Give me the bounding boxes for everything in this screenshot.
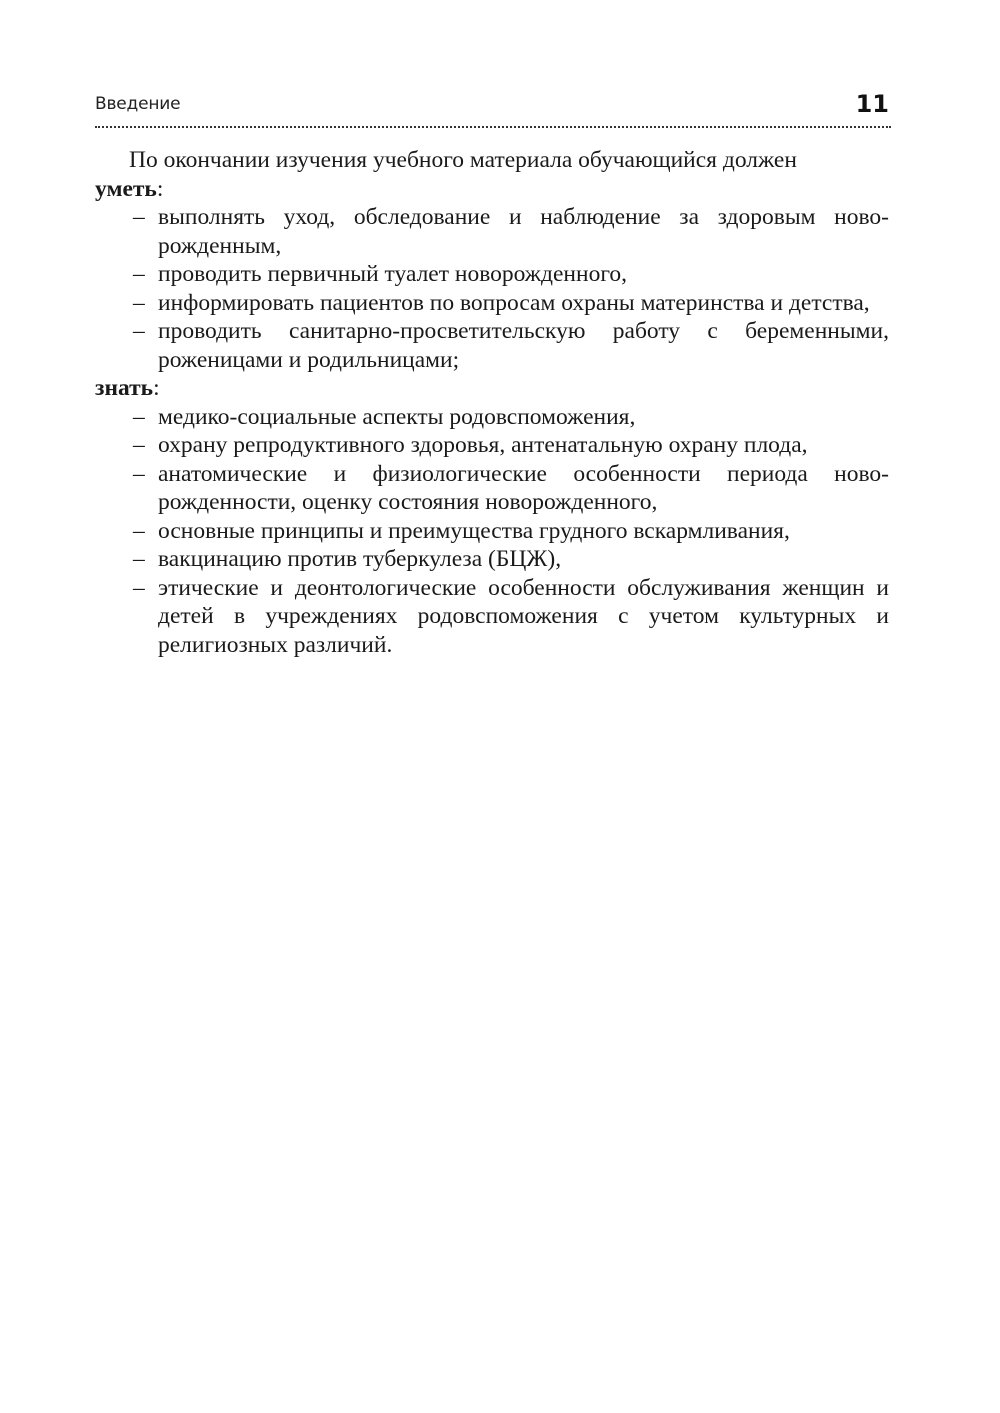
list-dash: –: [133, 261, 145, 287]
list-item: [95, 260, 889, 289]
section-label-umet: [95, 175, 889, 204]
list-dash: –: [133, 546, 145, 572]
list-item-text: основные принципы и преимущества грудного вскармливания,: [158, 517, 790, 544]
list-dash: –: [133, 403, 145, 430]
list-item: [95, 574, 889, 660]
list-dash: –: [133, 204, 145, 230]
list-item: [95, 403, 889, 432]
list-item: [95, 317, 889, 374]
running-head: Введение: [95, 94, 181, 114]
list-item-text: анатомические и физиологические особенности периода новорожденности, оценку состояния новорожденного,: [158, 460, 889, 515]
list-item-text: этические и деонтологические особенности обслуживания женщин и детей в учреждениях родовспоможения с учетом культурных и религиозных различий.: [158, 574, 889, 658]
section-label-colon: :: [153, 375, 160, 401]
list-dash: –: [133, 574, 145, 601]
list-item: [95, 203, 889, 260]
section-label-znat: [95, 374, 889, 403]
list-item-text: охрану репродуктивного здоровья, антенатальную охрану плода,: [158, 432, 808, 458]
list-dash: –: [133, 432, 145, 458]
list-dash: –: [133, 460, 145, 487]
list-item: [95, 545, 889, 574]
list-dash: –: [133, 517, 145, 544]
list-item-text: проводить первичный туалет новорожденного,: [158, 261, 628, 287]
list-item-text: выполнять уход, обследование и наблюдение за здоровым новорожденным,: [158, 204, 889, 259]
list-item: [95, 431, 889, 460]
page-header: [95, 90, 891, 130]
list-item-text: проводить санитарно-просветительскую работу с беременными, роженицами и родильницами;: [158, 318, 889, 373]
list-item: [95, 289, 889, 318]
list-item: [95, 517, 889, 546]
list-item-text: информировать пациентов по вопросам охраны материнства и детства,: [158, 289, 870, 316]
list-item-text: вакцинацию против туберкулеза (БЦЖ),: [158, 546, 562, 572]
section-label-colon: :: [156, 175, 164, 202]
header-dotted-rule: [95, 126, 891, 128]
section-label-text: знать: [95, 375, 154, 401]
section-label-text: уметь: [95, 175, 157, 202]
page-number: 11: [855, 90, 889, 118]
intro-paragraph: По окончании изучения учебного материала обучающийся должен: [129, 147, 797, 173]
umet-list: [95, 203, 889, 374]
list-dash: –: [133, 289, 145, 316]
page-body: [95, 146, 889, 659]
list-item-text: медико-социальные аспекты родовспоможения,: [158, 403, 636, 430]
znat-list: [95, 403, 889, 660]
list-dash: –: [133, 318, 145, 344]
list-item: [95, 460, 889, 517]
